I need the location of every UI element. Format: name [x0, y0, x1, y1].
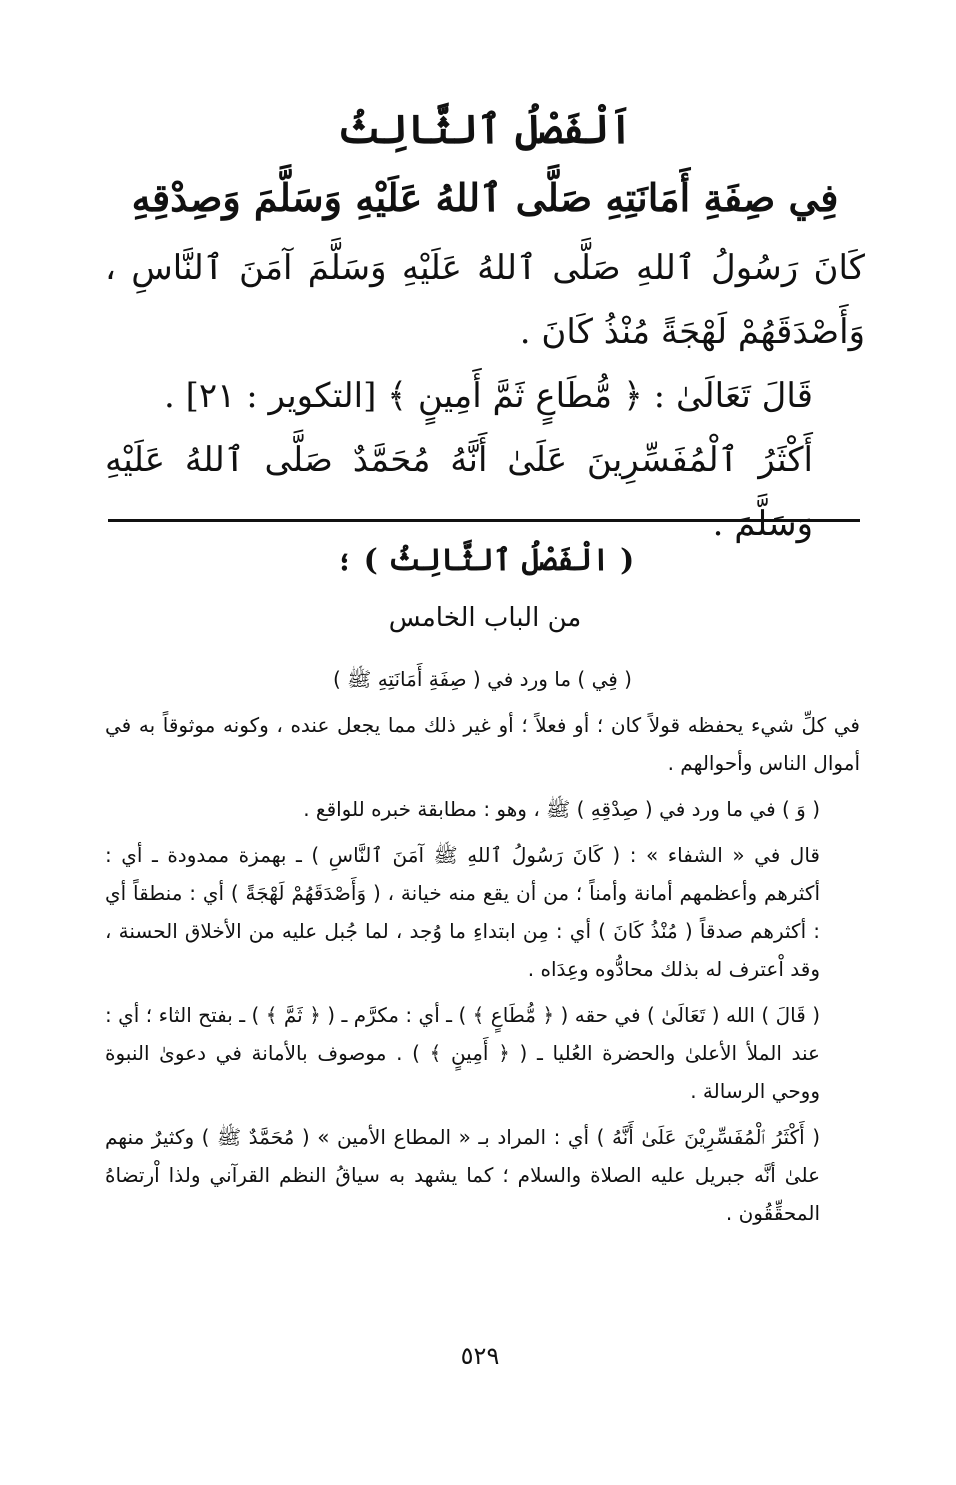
main-paragraph: كَانَ رَسُولُ ٱللهِ صَلَّى ٱللهُ عَلَيْهِ وَسَلَّمَ آمَنَ ٱلنَّاسِ ، وَأَصْدَقَهُمْ لَهْجَةً مُنْذُ كَانَ . — [105, 248, 865, 352]
commentary-section-subheading: من الباب الخامس — [388, 603, 582, 633]
chapter-subtitle: فِي صِفَةِ أَمَانَتِهِ صَلَّى ٱللهُ عَلَيْهِ وَسَلَّمَ وَصِدْقِهِ — [131, 175, 839, 220]
commentary-block — [105, 660, 860, 1240]
commentary-paragraph: قال في « الشفاء » : ( كَانَ رَسُولُ ٱللهِ ﷺ آمَنَ ٱلنَّاسِ ) ـ بهمزة ممدودة ـ أي : أكثرهم وأعظمهم أمانة وأمناً ؛ من أن يقع منه خيانة ، ( وَأَصْدَقَهُمْ لَهْجَةً ) أي : منطقاً أي : أكثرهم صدقاً ( مُنْذُ كَانَ ) أي : مِن ابتداءِ ما وُجد ، لما جُبل عليه من الأخلاق الحسنة ، وقد اْعترف له بذلك محادُّوه وعِدَاه . — [105, 843, 820, 981]
commentary-paragraph: ( فِي ) ما ورد في ( صِفَةِ أَمَانَتِهِ ﷺ ) — [333, 667, 632, 691]
commentary-paragraph: ( أَكْثَرُ ٱلْمُفَسِّرِيْنَ عَلَىٰ أَنَّهُ ) أي : المراد بـ « المطاع الأمين » ( مُحَمَّدٌ ﷺ ) وكثيرٌ منهم علىٰ أنَّه جبريل عليه الصلاة والسلام ؛ كما يشهد به سياقُ النظم القرآني ولذا اْرتضاهُ المحقِّقُون . — [105, 1125, 821, 1225]
page-number: ٥٢٩ — [460, 1342, 500, 1370]
commentary-paragraph: ( وَ ) في ما ورد في ( صِدْقِهِ ) ﷺ ، وهو : مطابقة خبره للواقع . — [303, 797, 820, 821]
main-paragraph: قَالَ تَعَالَىٰ : ﴿ مُّطَاعٍ ثَمَّ أَمِينٍ ﴾ [التكوير : ٢١] . — [163, 376, 813, 416]
commentary-section-heading: ( الْفَصْلُ ٱلثَّالِثُ ) ؛ — [335, 543, 635, 578]
section-divider — [108, 519, 860, 522]
commentary-paragraph: في كلِّ شيء يحفظه قولاً كان ؛ أو فعلاً ؛ أو غير ذلك مما يجعل عنده ، وكونه موثوقاً به في أموال الناس وأحوالهم . — [105, 713, 860, 775]
chapter-title: اَلْفَصْلُ ٱلثَّالِثُ — [337, 106, 633, 153]
main-paragraph: أَكْثَرُ ٱلْمُفَسِّرِينَ عَلَىٰ أَنَّهُ مُحَمَّدٌ صَلَّى ٱللهُ عَلَيْهِ وَسَلَّمَ . — [105, 440, 813, 544]
main-text-block — [105, 236, 865, 556]
commentary-paragraph: ( قَالَ ) الله ( تَعَالَىٰ ) في حقه ( ﴿ مُّطَاعٍ ﴾ ) ـ أي : مكرَّم ـ ( ﴿ ثَمَّ ﴾ ) ـ بفتح الثاء ؛ أي : عند الملأ الأعلىٰ والحضرة العُليا ـ ( ﴿ أَمِينٍ ﴾ ) . موصوف بالأمانة في دعوىٰ النبوة ووحي الرسالة . — [105, 1003, 820, 1103]
